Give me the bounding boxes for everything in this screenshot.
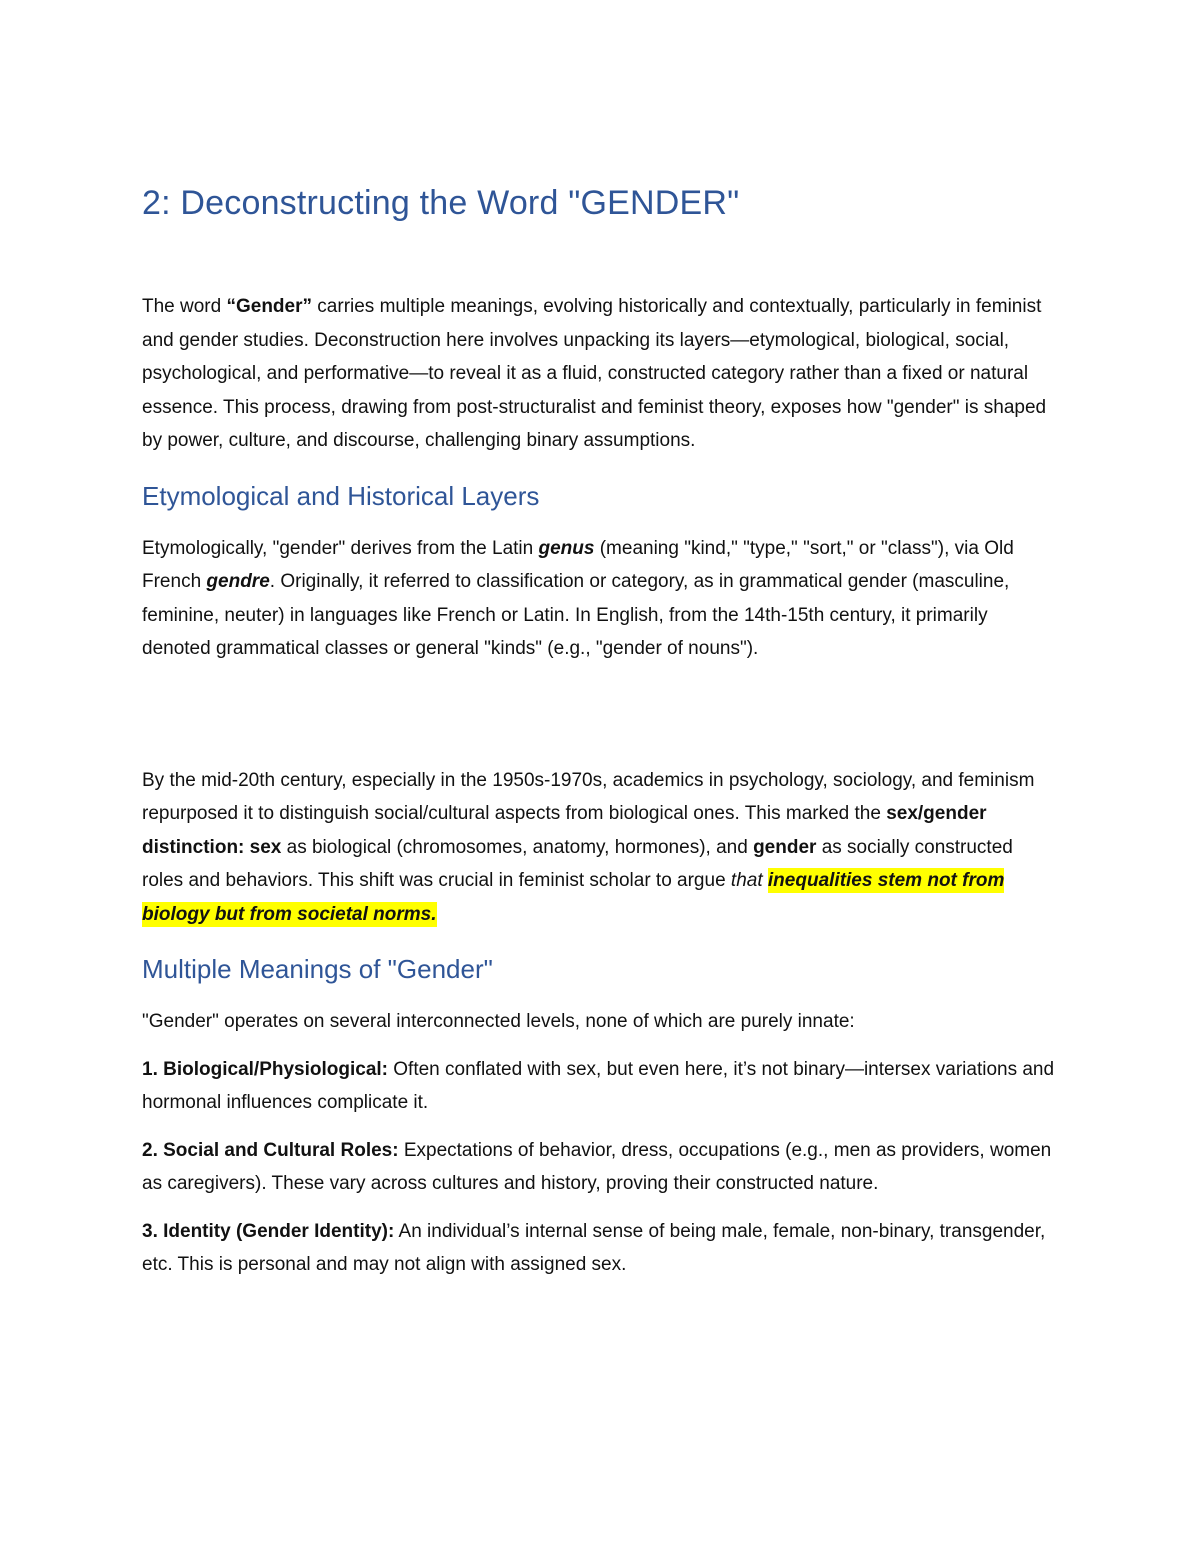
list-item xyxy=(142,1215,1058,1282)
intro-text-1: The word xyxy=(142,296,227,317)
list-item-label: 1. Biological/Physiological: xyxy=(142,1058,388,1080)
intro-bold-gender: “Gender” xyxy=(226,296,313,317)
etym2-text-3: as socially constructed roles and behaviors. This shift was crucial in feminist scholar to argue xyxy=(142,836,1013,891)
etym-text-2: (meaning "kind," "type," "sort," or "class"), via Old French xyxy=(142,537,1014,592)
etym2-text-2: as biological (chromosomes, anatomy, hormones), and xyxy=(281,836,754,858)
list-item-text: An individual’s internal sense of being male, female, non-binary, transgender, etc. This is personal and may not align with assigned sex. xyxy=(142,1220,1046,1275)
list-item xyxy=(142,1053,1058,1120)
etym2-bold-gender: gender xyxy=(753,836,817,858)
etymology-paragraph-1 xyxy=(142,532,1058,666)
meanings-heading: Multiple Meanings of "Gender" xyxy=(142,954,493,984)
etym-gendre: gendre xyxy=(206,571,270,592)
etym-text-1: Etymologically, "gender" derives from the Latin xyxy=(142,537,539,559)
list-item-text: Expectations of behavior, dress, occupations (e.g., men as providers, women as caregivers). These vary across cultures and history, proving their constructed nature. xyxy=(142,1139,1052,1194)
etymology-heading: Etymological and Historical Layers xyxy=(142,480,540,511)
etym-text-3: . Originally, it referred to classification or category, as in grammatical gender (masculine, feminine, neuter) in languages like French or Latin. In English, from the 14th-15th century, it primarily denoted grammatical classes or general "kinds" (e.g., "gender of nouns"). xyxy=(142,571,1010,659)
list-item-label: 3. Identity (Gender Identity): xyxy=(142,1220,395,1242)
meanings-intro: "Gender" operates on several interconnected levels, none of which are purely innate: xyxy=(142,1011,855,1032)
etym-genus: genus xyxy=(538,537,595,559)
list-item-text: Often conflated with sex, but even here, it’s not binary—intersex variations and hormonal influences complicate it. xyxy=(142,1058,1055,1113)
list-item xyxy=(142,1134,1058,1201)
document-body xyxy=(142,178,1058,1296)
etym2-italic-that: that xyxy=(730,870,768,891)
list-item-label: 2. Social and Cultural Roles: xyxy=(142,1139,399,1161)
intro-text-2: carries multiple meanings, evolving historically and contextually, particularly in feminist and gender studies. Deconstruction here involves unpacking its layers—etymological, biological, social, psychological, and performative—to reveal it as a fluid, constructed category rather than a fixed or natural essence. This process, drawing from post-structuralist and feminist theory, exposes how "gender" is shaped by power, culture, and discourse, challenging binary assumptions. xyxy=(142,296,1047,451)
etym2-text-1: By the mid-20th century, especially in the 1950s-1970s, academics in psychology, sociology, and feminism repurposed it to distinguish social/cultural aspects from biological ones. This marked the xyxy=(142,769,1035,824)
highlighted-text: inequalities stem not from biology but from societal norms. xyxy=(142,870,1005,925)
page-title: 2: Deconstructing the Word "GENDER" xyxy=(142,184,740,222)
intro-paragraph xyxy=(142,290,1058,458)
etym2-bold-distinction: sex/gender distinction: sex xyxy=(142,803,987,858)
etymology-paragraph-2 xyxy=(142,764,1058,932)
